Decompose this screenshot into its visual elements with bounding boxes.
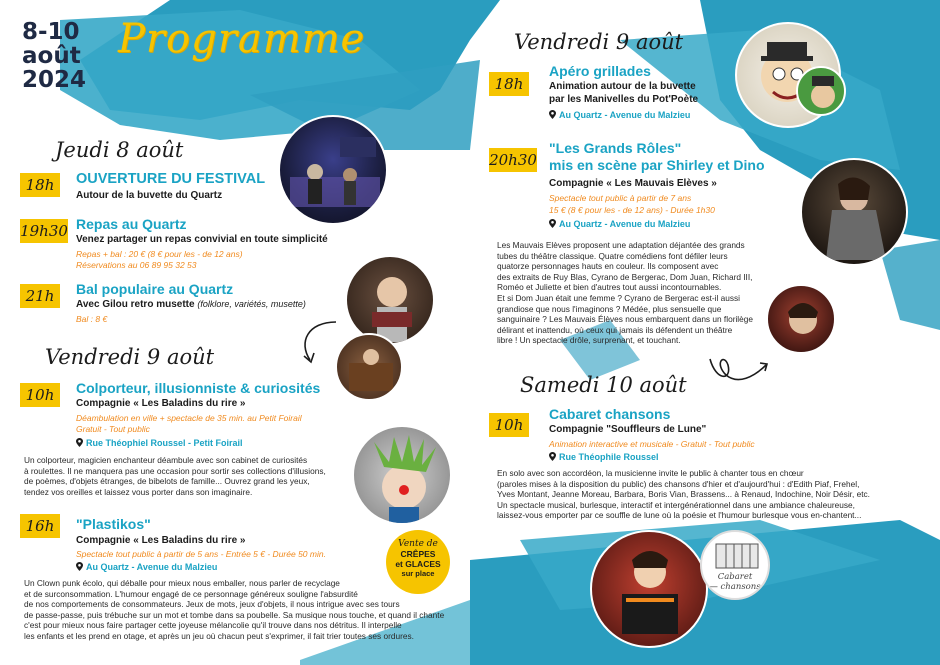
event-title-plastikos: "Plastikos" [76,516,151,532]
event-subtitle-bal [76,299,306,310]
location-pin-icon [76,562,83,571]
event-price-grands-roles: 15 € (8 € pour les - de 12 ans) - Durée 1h30 [549,205,715,215]
description-line: grandiose que nous l'imaginons ? Médée, plus sensuelle que [497,303,722,314]
page-title: Programme [118,16,366,62]
photo-grands-roles-actor [766,284,836,354]
event-title-ouverture: OUVERTURE DU FESTIVAL [76,171,266,187]
event-place-colporteur-text: Rue Théophiel Roussel - Petit Foirail [86,438,243,448]
stamp-line-3: et GLACES [395,559,441,569]
location-pin-icon [549,110,556,119]
event-detail-plastikos: Spectacle tout public à partir de 5 ans - Entrée 5 € - Durée 50 min. [76,549,326,559]
event-place-plastikos [76,562,217,572]
event-place-apero-text: Au Quartz - Avenue du Malzieu [559,110,691,120]
description-line: à roulettes. Il ne manquera pas une occasion pour sortir ses collections d'illusions, [24,465,326,476]
badge-cabaret-line-1: Cabaret [717,572,753,582]
description-line: les enfants et les prend en otage, et après un jeu où chacun peut s'exprimer, il fait trier toutes ses ordures. [24,630,414,641]
description-line: Roméo et Juliette et bien d'autres tout aussi incontournables. [497,282,722,293]
event-price-bal: Bal : 8 € [76,314,108,324]
stamp-crepes-glaces [386,530,450,594]
location-pin-icon [549,452,556,461]
photo-colporteur [335,333,403,401]
description-line: c'est pour mieux nous faire partager cette joyeuse mélancolie qu'il trouve dans nos détritus. Il interpelle [24,620,402,631]
photo-musette-player [345,255,435,345]
day-title-samedi: Samedi 10 août [520,373,687,397]
description-line: et de surconsommation. L'humour engagé de ce personnage généreux souligne l'absurdité [24,588,358,599]
event-title-cabaret: Cabaret chansons [549,406,671,422]
description-line: de nos comportements de consommateurs. Jeux de mots, jeux d'objets, il nous intrigue avec ses tours [24,599,400,610]
time-badge-19h30: 19h30 [20,219,68,243]
event-price-repas: Repas + bal : 20 € (8 € pour les - de 12 ans) [76,249,243,259]
event-subtitle-ouverture: Autour de la buvette du Quartz [76,190,223,201]
description-line: Un Clown punk écolo, qui déballe pour mieux nous emballer, nous parler de recyclage [24,578,340,588]
photo-stage-concert [278,115,388,225]
description-line: libre ! Un spectacle drôle, surprenant, et touchant. [497,335,681,346]
event-price-colporteur: Gratuit - Tout public [76,424,150,434]
photo-accordionist [590,530,708,648]
date-line-1: 8-10 [22,19,80,45]
event-subtitle-repas: Venez partager un repas convivial en toute simplicité [76,234,328,245]
description-line: Un spectacle musical, burlesque, interactif et intergénérationnel dans une ambiance chaleureuse, [497,499,855,510]
event-title-bal: Bal populaire au Quartz [76,281,234,297]
description-cabaret [497,468,917,521]
description-line: sanguinaire ? Les Mauvais Élèves nous embarquent dans un florilège [497,314,753,325]
day-title-vendredi-right: Vendredi 9 août [514,30,684,54]
event-reservation-repas: Réservations au 06 89 95 32 53 [76,260,197,270]
description-line: tendez vos oreilles et laissez vous porter dans son imaginaire. [24,486,253,497]
description-grands-roles [497,240,797,346]
date-line-3: 2024 [22,67,87,93]
event-place-apero [549,110,690,120]
date-line-2: août [22,43,81,69]
event-subtitle-colporteur: Compagnie « Les Baladins du rire » [76,398,246,409]
event-place-colporteur [76,438,243,448]
curly-arrow-icon [706,345,772,385]
event-subtitle-bal-main: Avec Gilou retro musette [76,299,195,310]
event-place-grands-roles-text: Au Quartz - Avenue du Malzieu [559,219,691,229]
curved-arrow-icon [296,318,342,368]
time-badge-16h: 16h [20,514,60,538]
event-title-grands-roles-2: mis en scène par Shirley et Dino [549,157,765,173]
badge-cabaret-chansons [700,530,770,600]
event-title-grands-roles-1: "Les Grands Rôles" [549,140,682,156]
description-line: En solo avec son accordéon, la musicienne invite le public à chanter tous en chœur [497,468,804,478]
event-subtitle-apero-2: par les Manivelles du Pot'Poète [549,94,699,105]
description-line: de passe-passe, puis trébuche sur un mot et tombe dans sa poubelle. Sa musique nous touche, et quand il chante [24,609,445,620]
location-pin-icon [76,438,83,447]
description-line: (paroles mises à la disposition du public) des chansons d'hier et d'aujourd'hui : d'Edith Piaf, Frehel, [497,478,860,489]
description-line: Yves Montant, Jeanne Moreau, Barbara, Boris Vian, Brassens... à Renaud, Indochine, Noir Désir, etc. [497,489,870,500]
event-detail-grands-roles: Spectacle tout public à partir de 7 ans [549,193,692,203]
event-subtitle-bal-extra: (folklore, variétés, musette) [197,299,306,309]
time-badge-10h-samedi: 10h [489,413,529,437]
festival-dates [22,20,86,92]
event-title-colporteur: Colporteur, illusionniste & curiosités [76,380,321,396]
time-badge-20h30: 20h30 [489,148,537,172]
day-title-vendredi-left: Vendredi 9 août [45,345,215,369]
event-detail-cabaret: Animation interactive et musicale - Gratuit - Tout public [549,439,755,449]
event-subtitle-cabaret: Compagnie "Souffleurs de Lune" [549,424,707,435]
accordion-icon [702,536,770,576]
photo-grands-roles-actress [800,158,908,266]
description-plastikos [24,578,454,642]
event-title-apero: Apéro grillades [549,63,651,79]
event-subtitle-grands-roles: Compagnie « Les Mauvais Elèves » [549,178,717,189]
description-line: Et si Dom Juan était une femme ? Cyrano de Bergerac est-il aussi [497,292,741,303]
event-place-grands-roles [549,219,690,229]
event-detail-colporteur: Déambulation en ville + spectacle de 35 min. au Petit Foirail [76,413,302,423]
event-place-cabaret [549,452,659,462]
stamp-line-1: Vente de [398,539,438,549]
description-line: quatorze personnages hauts en couleur. Ils composent avec [497,261,719,272]
description-line: de poèmes, d'objets étranges, de bibelots de famille... Ouvrez grand les yeux, [24,476,310,487]
event-title-repas: Repas au Quartz [76,216,187,232]
badge-cabaret-line-2: — chansons [709,582,761,592]
event-place-plastikos-text: Au Quartz - Avenue du Malzieu [86,562,218,572]
time-badge-18h-vendredi: 18h [489,72,529,96]
photo-clown-plastikos [352,425,452,525]
day-title-jeudi: Jeudi 8 août [55,138,184,162]
event-subtitle-apero-1: Animation autour de la buvette [549,81,696,92]
description-line: tubes du théâtre classique. Quatre comédiens font défiler leurs [497,250,728,261]
location-pin-icon [549,219,556,228]
photo-caricature-small [796,66,846,116]
stamp-line-2: CRÊPES [400,549,436,559]
event-subtitle-plastikos: Compagnie « Les Baladins du rire » [76,535,246,546]
badge-cabaret-text [702,572,768,592]
description-line: Les Mauvais Elèves proposent une adaptation déjantée des grands [497,240,745,250]
description-line: laissez-vous emporter par ce souffle de lune où la poésie et l'humour burlesque vous en-chantent... [497,510,862,521]
stamp-line-4: sur place [401,569,435,578]
description-colporteur [24,455,354,497]
event-place-cabaret-text: Rue Théophile Roussel [559,452,659,462]
description-line: Un colporteur, magicien enchanteur déambule avec son cabinet de curiosités [24,455,308,465]
description-line: des extraits de Ruy Blas, Cyrano de Bergerac, Dom Juan, Richard III, [497,271,753,282]
time-badge-10h-vendredi: 10h [20,383,60,407]
description-line: délirant et inattendu, où ceux qui jamais ils défendent un théâtre [497,324,733,335]
time-badge-21h: 21h [20,284,60,308]
time-badge-18h: 18h [20,173,60,197]
